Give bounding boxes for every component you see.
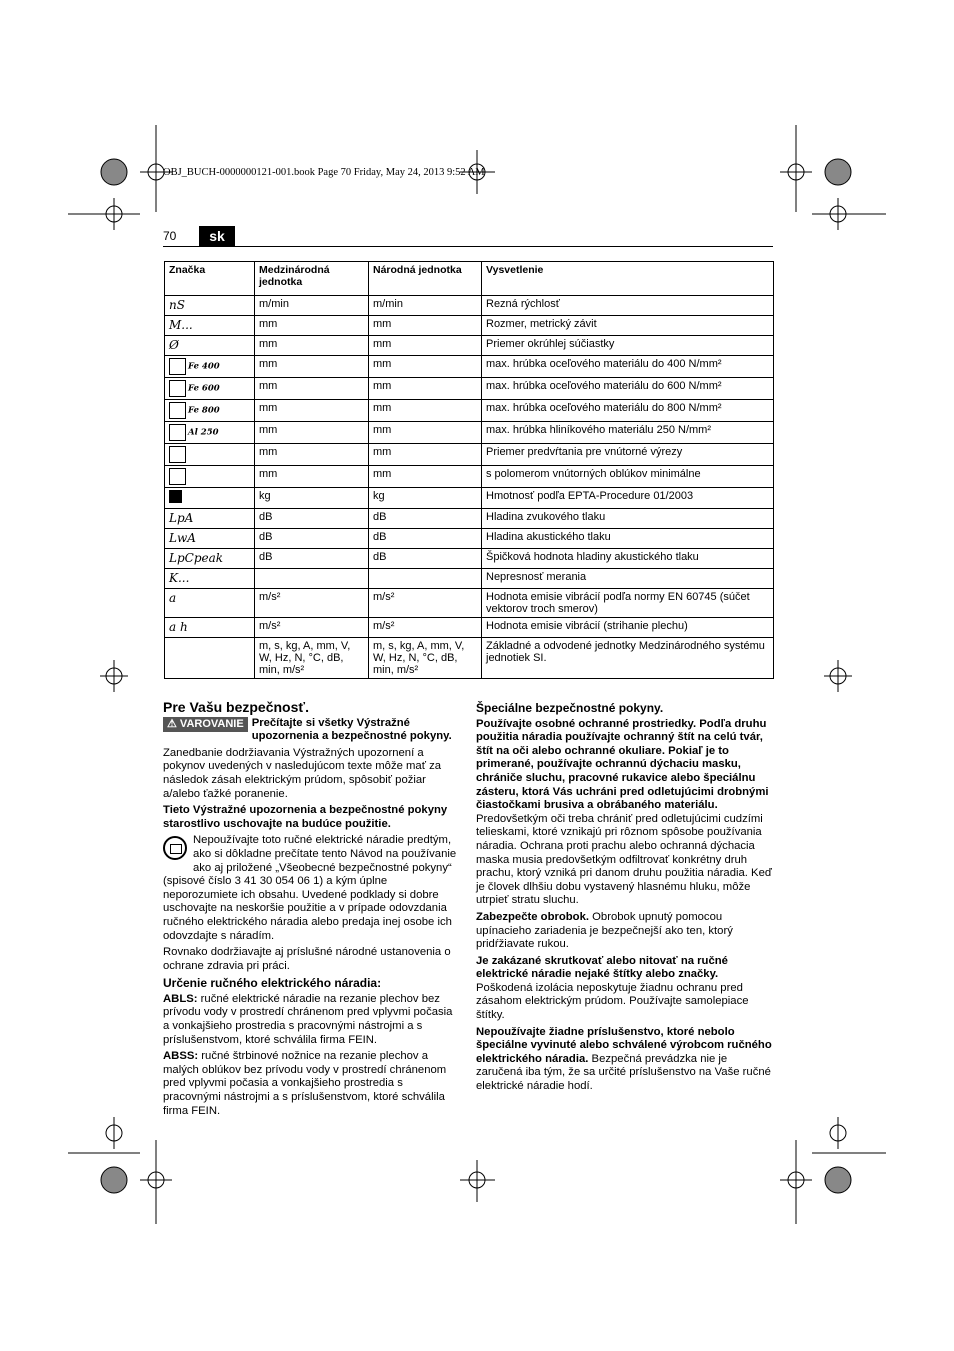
cell-sym <box>165 638 255 679</box>
warning-text: Prečítajte si všetky Výstražné upozornenia a bezpečnostné pokyny. <box>251 716 452 743</box>
left-column <box>163 701 458 1121</box>
cell-nat: mm <box>369 444 482 466</box>
cell-intl: dB <box>255 529 369 549</box>
table-row <box>165 569 774 589</box>
table-row <box>165 466 774 488</box>
cell-desc: Hmotnosť podľa EPTA-Procedure 01/2003 <box>482 488 774 509</box>
cell-nat: m/s² <box>369 589 482 618</box>
table-row <box>165 549 774 569</box>
book-info-line: OBJ_BUCH-0000000121-001.book Page 70 Friday, May 24, 2013 9:52 AM <box>163 167 485 178</box>
cell-sym: Al 250 <box>165 422 255 444</box>
weight-icon <box>169 490 182 503</box>
symbols-table <box>164 261 774 679</box>
warning-badge: ⚠ VAROVANIE <box>163 717 248 733</box>
cell-sym: K... <box>165 569 255 589</box>
subheading-intended-use: Určenie ručného elektrického náradia: <box>163 976 382 991</box>
cell-sym <box>165 488 255 509</box>
cell-intl: dB <box>255 549 369 569</box>
cell-sym: Fe 600 <box>165 378 255 400</box>
table-row <box>165 356 774 378</box>
curve-radius-icon <box>169 468 186 485</box>
section-title-safety: Pre Vašu bezpečnosť. <box>163 699 309 715</box>
cell-sym: LpA <box>165 509 255 529</box>
cell-sym: LpCpeak <box>165 549 255 569</box>
right-column <box>476 701 773 1097</box>
material-thickness-icon <box>169 380 186 397</box>
cell-nat: mm <box>369 336 482 356</box>
abls-label: ABLS: <box>163 992 198 1005</box>
table-row <box>165 509 774 529</box>
cell-desc: Rezná rýchlosť <box>482 296 774 316</box>
cell-nat: mm <box>369 400 482 422</box>
cell-sym <box>165 444 255 466</box>
cell-intl <box>255 569 369 589</box>
cell-intl: mm <box>255 400 369 422</box>
cell-sym: Fe 800 <box>165 400 255 422</box>
cell-intl: kg <box>255 488 369 509</box>
table-row <box>165 378 774 400</box>
cell-intl: m, s, kg, A, mm, V, W, Hz, N, °C, dB, min, m/s² <box>255 638 369 679</box>
cell-desc: max. hrúbka oceľového materiálu do 600 N/mm² <box>482 378 774 400</box>
table-header-row <box>165 262 774 296</box>
cell-desc: Základné a odvodené jednotky Medzinárodného systému jednotiek SI. <box>482 638 774 679</box>
table-row <box>165 444 774 466</box>
material-thickness-icon <box>169 402 186 419</box>
cell-desc: max. hrúbka oceľového materiálu do 400 N/mm² <box>482 356 774 378</box>
cell-nat: mm <box>369 422 482 444</box>
paragraph-bold: Nepoužívajte žiadne príslušenstvo, ktoré nebolo špeciálne vyvinuté alebo schválené výrobcom ručného elektrického náradia. <box>476 1025 772 1065</box>
cell-desc: Hladina zvukového tlaku <box>482 509 774 529</box>
cell-desc: Rozmer, metrický závit <box>482 316 774 336</box>
cell-sym: Ø <box>165 336 255 356</box>
cell-intl: mm <box>255 316 369 336</box>
predrill-icon <box>169 446 186 463</box>
cell-desc: Priemer okrúhlej súčiastky <box>482 336 774 356</box>
paragraph-bold: Zabezpečte obrobok. <box>476 910 589 923</box>
cell-desc: Priemer predvŕtania pre vnútorné výrezy <box>482 444 774 466</box>
cell-nat: mm <box>369 466 482 488</box>
abss-label: ABSS: <box>163 1050 199 1063</box>
paragraph: Nepoužívajte toto ručné elektrické náradie predtým, ako si dôkladne prečítate tento Návod na používanie ako aj priložené „Všeobecné bezpečnostné pokyny“ (spisové číslo 3 41 30 054 06 1) a kým úplne neporozumiete ich obsahu. Uvedené podklady si dobre uschovajte na neskoršie použitie a v prípade odovzdania ručného elektrického náradia alebo predaja inej osobe ich odovzdajte s náradím. <box>163 834 457 942</box>
paragraph: Bezpečná prevádzka nie je zaručená iba tým, že sa určité príslušenstvo na Vaše ručné elektrické náradie hodí. <box>476 1052 771 1093</box>
paragraph: Poškodená izolácia neposkytuje žiadnu ochranu pred zásahom elektrickým prúdom. Používajte samolepiace štítky. <box>476 981 749 1022</box>
material-thickness-icon <box>169 424 186 441</box>
cell-intl: m/s² <box>255 618 369 638</box>
paragraph: Zanedbanie dodržiavania Výstražných upozornení a pokynov uvedených v nasledujúcom texte môže mať za následok zásah elektrickým prúdom, spôsobiť požiar a/alebo ťažké poranenie. <box>163 746 442 800</box>
table-row <box>165 316 774 336</box>
material-thickness-icon <box>169 358 186 375</box>
cell-nat: mm <box>369 356 482 378</box>
cell-intl: dB <box>255 509 369 529</box>
table-row <box>165 618 774 638</box>
cell-nat: dB <box>369 529 482 549</box>
cell-sym: a <box>165 589 255 618</box>
col-header-intl-unit: Medzinárodná jednotka <box>255 262 369 296</box>
cell-intl: mm <box>255 336 369 356</box>
cell-intl: mm <box>255 378 369 400</box>
col-header-symbol: Značka <box>165 262 255 296</box>
table-row <box>165 529 774 549</box>
cell-nat: dB <box>369 509 482 529</box>
cell-desc: Hodnota emisie vibrácií (strihanie plechu) <box>482 618 774 638</box>
cell-sym: a h <box>165 618 255 638</box>
cell-nat <box>369 569 482 589</box>
cell-desc: s polomerom vnútorných oblúkov minimálne <box>482 466 774 488</box>
cell-intl: m/min <box>255 296 369 316</box>
paragraph: Rovnako dodržiavajte aj príslušné národné ustanovenia o ochrane zdravia pri práci. <box>163 946 451 972</box>
cell-sym: LwA <box>165 529 255 549</box>
cell-nat: dB <box>369 549 482 569</box>
col-header-explanation: Vysvetlenie <box>482 262 774 296</box>
cell-sym: M... <box>165 316 255 336</box>
cell-nat: mm <box>369 316 482 336</box>
paragraph-bold: Používajte osobné ochranné prostriedky. Podľa druhu použitia náradia používajte ochranný štít na celú tvár, štít na oči alebo ochranné okuliare. Pokiaľ je to primerané, používajte ochrannú dýchaciu masku, chrániče sluchu, pracovné rukavice alebo špeciálnu zásteru, ktorá Vás uchráni pred odletujúcimi drobnými čiastočkami brusiva a obrábaného materiálu. <box>476 717 769 812</box>
table-row <box>165 488 774 509</box>
cell-sym <box>165 466 255 488</box>
read-manual-icon <box>163 836 187 860</box>
cell-nat: mm <box>369 378 482 400</box>
abss-text: ručné štrbinové nožnice na rezanie plechov a malých oblúkov bez prívodu vody v prostredí chránenom pred vplyvmi počasia a vonkajšieho prostredia s pracovnými nástrojmi a s príslušenstvom, ktoré schválila firma FEIN. <box>163 1050 447 1117</box>
table-row <box>165 422 774 444</box>
cell-nat: m/min <box>369 296 482 316</box>
table-row <box>165 638 774 679</box>
cell-desc: max. hrúbka hliníkového materiálu 250 N/mm² <box>482 422 774 444</box>
table-row <box>165 589 774 618</box>
paragraph: Predovšetkým oči treba chrániť pred odletujúcimi cudzími telieskami, ktoré vznikajú pri rôznom spôsobe používania náradia. Ochrana proti prachu alebo ochranná dýchacia maska musia predovšetkým odfiltrovať konkrétny druh prachu, ktorý vzniká pri danom druhu použitia náradia. Keď je človek dlhšiu dobu vystavený hlasnému hluku, môže utrpieť stratu sluchu. <box>476 812 772 907</box>
paragraph-bold: Tieto Výstražné upozornenia a bezpečnostné pokyny starostlivo uschovajte na budúce použitie. <box>163 804 448 830</box>
abls-text: ručné elektrické náradie na rezanie plechov bez prívodu vody v prostredí chránenom pred vplyvmi počasia a vonkajšieho prostredia s pracovnými nástrojmi a s príslušenstvom, ktoré schválila firma FEIN. <box>163 992 453 1046</box>
cell-desc: Špičková hodnota hladiny akustického tlaku <box>482 549 774 569</box>
header-rule <box>163 246 773 247</box>
cell-desc: max. hrúbka oceľového materiálu do 800 N/mm² <box>482 400 774 422</box>
language-tab: sk <box>199 226 235 246</box>
cell-nat: m/s² <box>369 618 482 638</box>
cell-nat: m, s, kg, A, mm, V, W, Hz, N, °C, dB, min, m/s² <box>369 638 482 679</box>
cell-sym: nS <box>165 296 255 316</box>
cell-intl: mm <box>255 356 369 378</box>
page-number: 70 <box>163 229 177 243</box>
table-row <box>165 296 774 316</box>
paragraph: Obrobok upnutý pomocou upínacieho zariadenia je bezpečnejší ako ten, ktorý pridŕžiavate rukou. <box>476 910 733 951</box>
col-header-national-unit: Národná jednotka <box>369 262 482 296</box>
cell-intl: m/s² <box>255 589 369 618</box>
cell-desc: Nepresnosť merania <box>482 569 774 589</box>
cell-desc: Hladina akustického tlaku <box>482 529 774 549</box>
cell-sym: Fe 400 <box>165 356 255 378</box>
table-row <box>165 336 774 356</box>
cell-intl: mm <box>255 444 369 466</box>
cell-desc: Hodnota emisie vibrácií podľa normy EN 60745 (súčet vektorov troch smerov) <box>482 589 774 618</box>
cell-intl: mm <box>255 422 369 444</box>
paragraph-bold: Je zakázané skrutkovať alebo nitovať na ručné elektrické náradie nejaké štítky alebo značky. <box>476 954 728 981</box>
cell-nat: kg <box>369 488 482 509</box>
cell-intl: mm <box>255 466 369 488</box>
section-title-special: Špeciálne bezpečnostné pokyny. <box>476 701 664 715</box>
table-row <box>165 400 774 422</box>
